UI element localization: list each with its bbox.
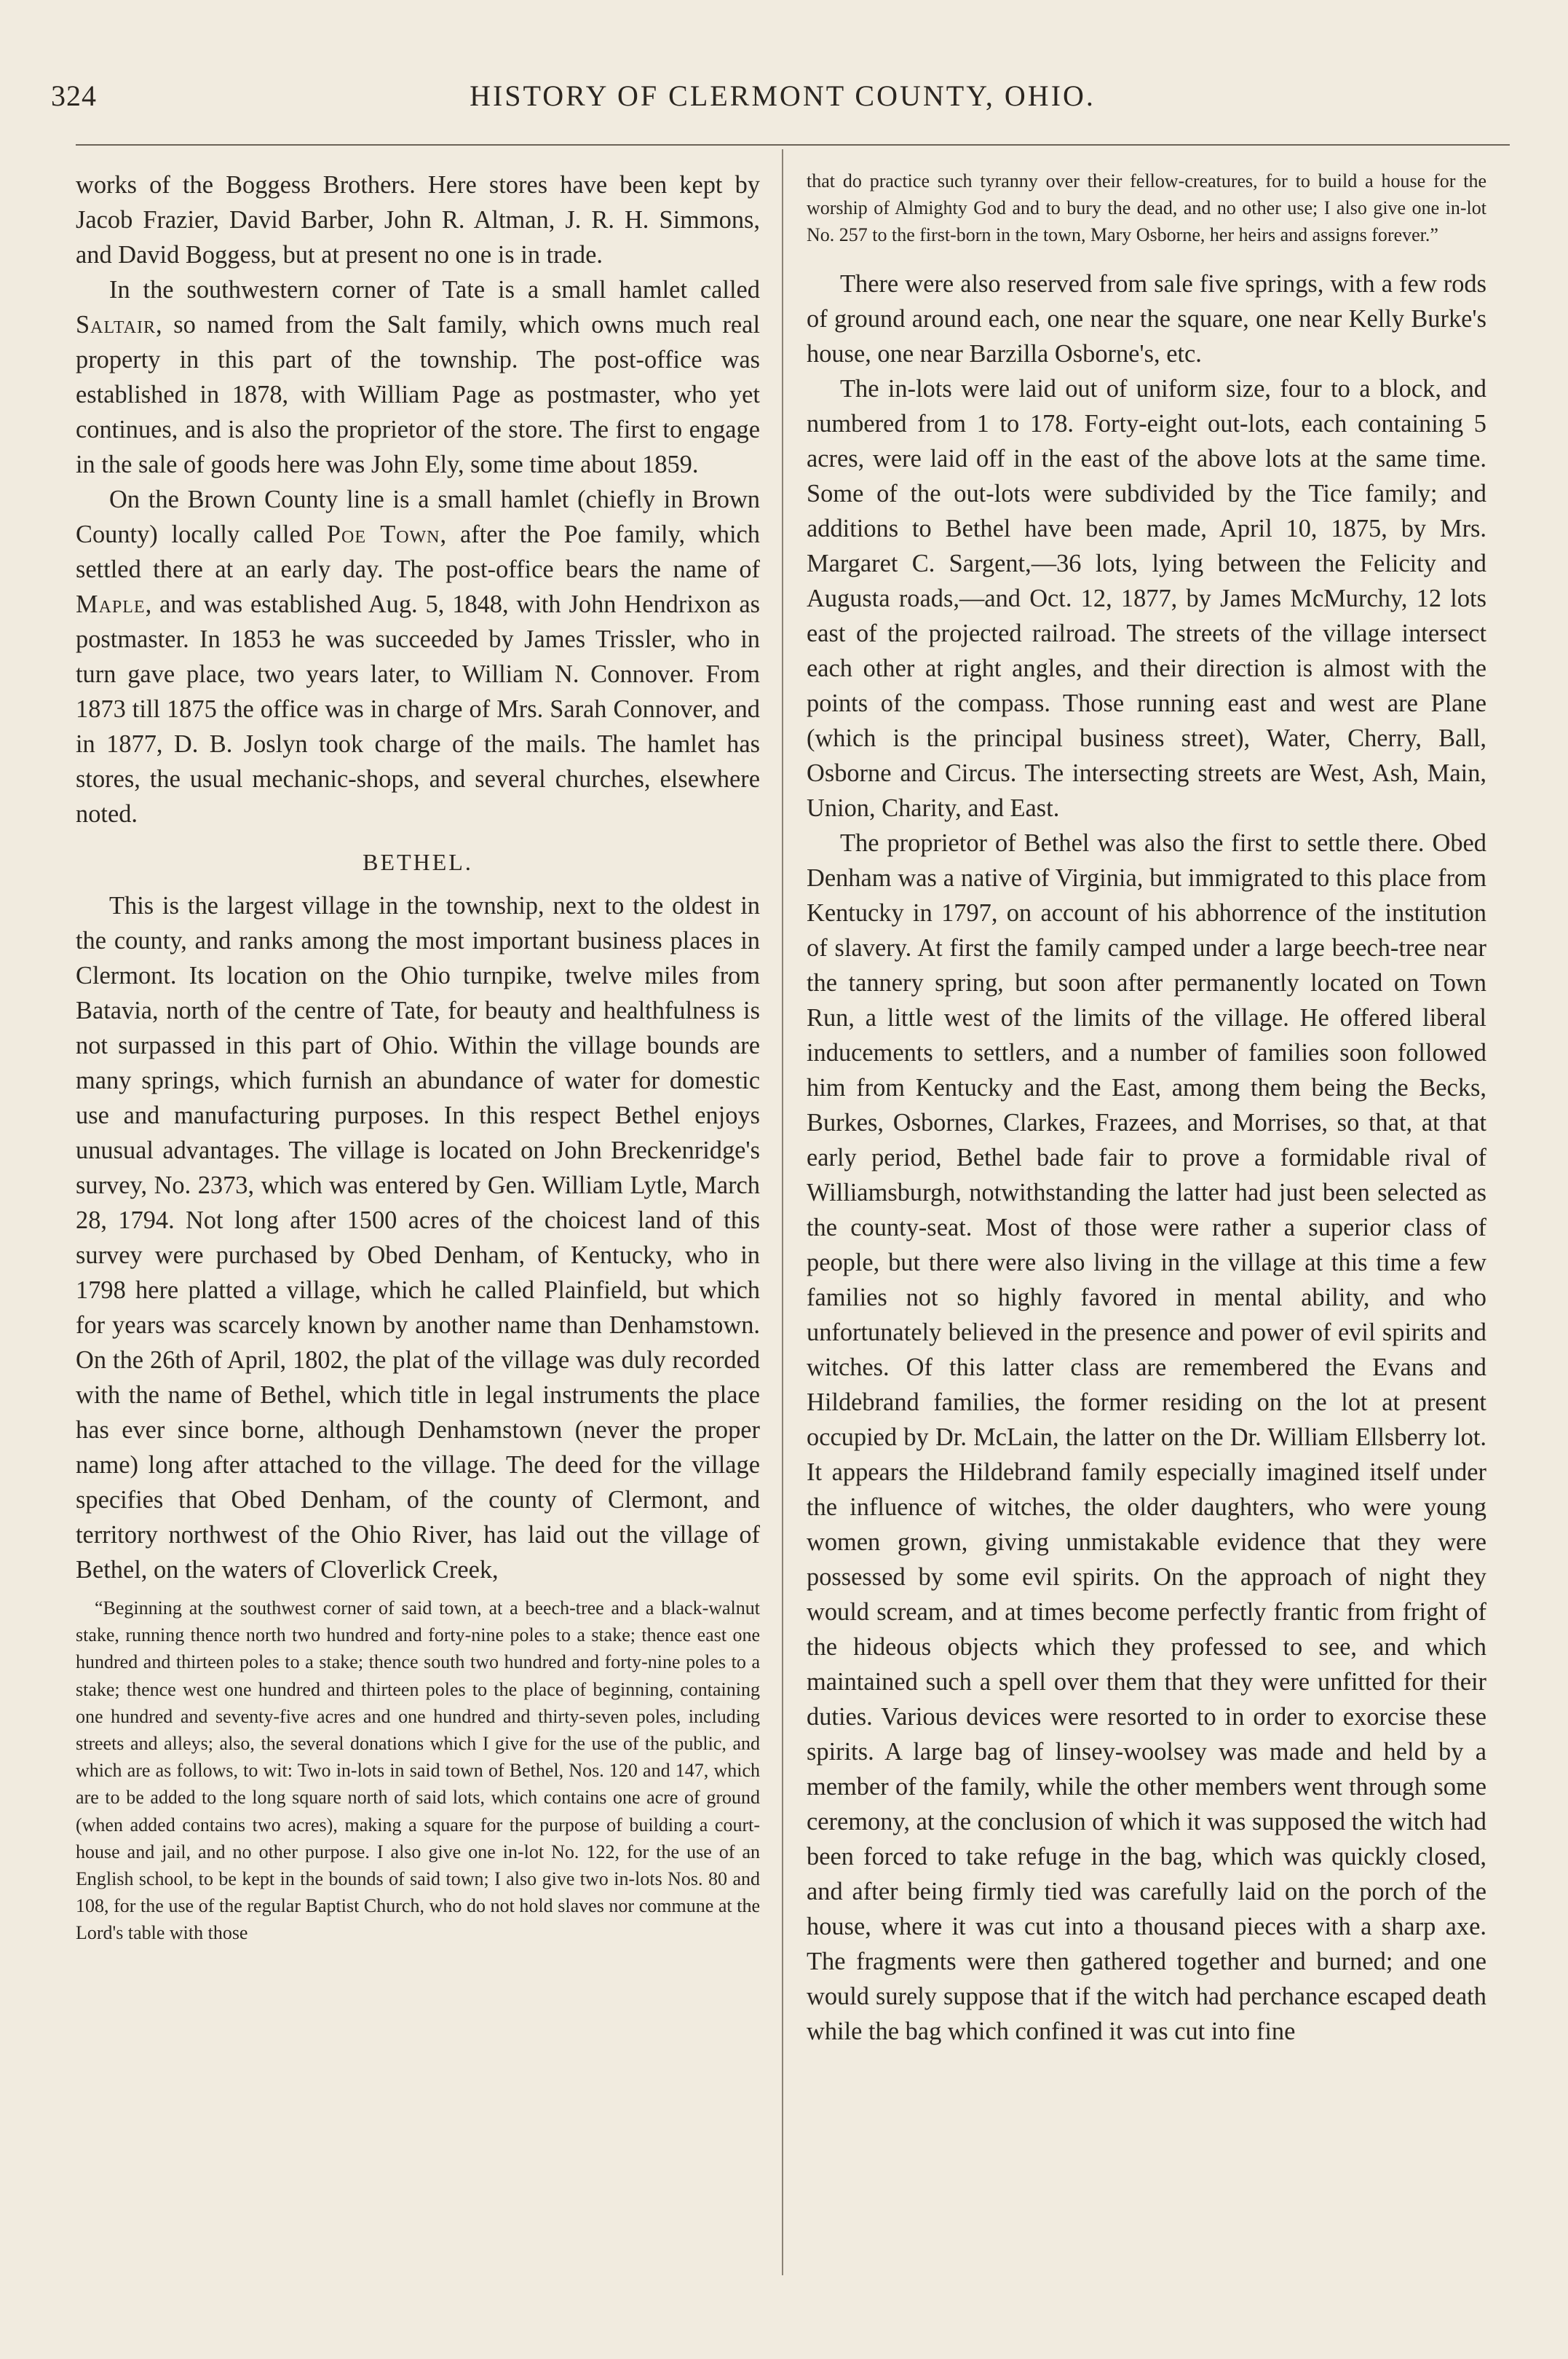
paragraph: There were also reserved from sale five springs, with a few rods of ground around each, one near the square, one near Kelly Burke's house, one near Barzilla Osborne's, etc.	[807, 269, 1486, 368]
deed-quote-continued: that do practice such tyranny over their fellow-creatures, for to build a house for the worship of Almighty God and to bury the dead, and no other use; I also give one in-lot No. 257 to the first-born in the town, Mary Osborne, her heirs and assigns forever.”	[807, 170, 1486, 246]
paragraph: The in-lots were laid out of uniform size, four to a block, and numbered from 1 to 178. Forty-eight out-lots, each containing 5 acres, were laid off in the east of the above lots at the same time. Some of the out-lots were subdivided by the Tice family; and additions to Bethel have been made, April 10, 1875, by Mrs. Margaret C. Sargent,—36 lots, lying between the Felicity and Augusta roads,—and Oct. 12, 1877, by James McMurchy, 12 lots east of the projected railroad. The streets of the village intersect each other at right angles, and their direction is almost with the points of the compass. Those running east and west are Plane (which is the principal business street), Water, Cherry, Ball, Osborne and Circus. The intersecting streets are West, Ash, Main, Union, Charity, and East.	[807, 374, 1486, 822]
section-heading: BETHEL.	[363, 849, 473, 875]
paragraph: works of the Boggess Brothers. Here stores have been kept by Jacob Frazier, David Barber, John R. Altman, J. R. H. Simmons, and David Boggess, but at present no one is in trade.	[76, 171, 760, 269]
text-run: In the southwestern corner of Tate is a small hamlet called	[109, 276, 760, 304]
column-divider	[782, 149, 783, 2275]
paragraph-saltair	[76, 272, 760, 482]
page-number: 324	[51, 79, 97, 112]
text-run: On the Brown County line is a small hamlet (chiefly in Brown County) locally called	[76, 486, 760, 548]
text-run: , so named from the Salt family, which owns much real property in this part of the township. The post-office was established in 1878, with William Page as postmaster, who yet continues, and is also the proprietor of the store. The first to engage in the sale of goods here was John Ely, some time about 1859.	[76, 311, 760, 478]
page-header	[51, 79, 1514, 122]
running-head: HISTORY OF CLERMONT COUNTY, OHIO.	[470, 79, 1096, 112]
place-name: Maple	[76, 590, 146, 618]
left-column	[76, 167, 760, 1947]
paragraph-poe-town	[76, 482, 760, 831]
paragraph-bethel: This is the largest village in the township, next to the oldest in the county, and ranks among the most important business places in Clermont. Its location on the Ohio turnpike, twelve miles from Batavia, north of the centre of Tate, for beauty and healthfulness is not surpassed in this part of Ohio. Within the village bounds are many springs, which furnish an abundance of water for domestic use and manufacturing purposes. In this respect Bethel enjoys unusual advantages. The village is located on John Breckenridge's survey, No. 2373, which was entered by Gen. William Lytle, March 28, 1794. Not long after 1500 acres of the choicest land of this survey were purchased by Obed Denham, of Kentucky, who in 1798 here platted a village, which he called Plainfield, but which for years was scarcely known by another name than Denhamstown. On the 26th of April, 1802, the plat of the village was duly recorded with the name of Bethel, which title in legal instruments the place has ever since borne, although Denhamstown (never the proper name) long after attached to the village. The deed for the village specifies that Obed Denham, of the county of Clermont, and territory northwest of the Ohio River, has laid out the village of Bethel, on the waters of Cloverlick Creek,	[76, 892, 760, 1584]
place-name: Poe Town	[326, 521, 440, 548]
text-run: , and was established Aug. 5, 1848, with John Hendrixon as postmaster. In 1853 he was succeeded by James Trissler, who in turn gave place, two years later, to William N. Connover. From 1873 till 1875 the office was in charge of Mrs. Sarah Connover, and in 1877, D. B. Joslyn took charge of the mails. The hamlet has stores, the usual mechanic-shops, and several churches, elsewhere noted.	[76, 590, 760, 828]
deed-quote: “Beginning at the southwest corner of said town, at a beech-tree and a black-walnut stake, running thence north two hundred and forty-nine poles to a stake; thence east one hundred and thirteen poles to a stake; thence south two hundred and forty-nine poles to a stake; thence west one hundred and thirteen poles to the place of beginning, containing one hundred and seventy-five acres and one hundred and thirty-seven poles, including streets and alleys; also, the several donations which I give for the use of the public, and which are as follows, to wit: Two in-lots in said town of Bethel, Nos. 120 and 147, which are to be added to the long square north of said lots, which contains one acre of ground (when added contains two acres), making a square for the purpose of building a court-house and jail, and no other purpose. I also give one in-lot No. 122, for the use of an English school, to be kept in the bounds of said town; I also give two in-lots Nos. 80 and 108, for the use of the regular Baptist Church, who do not hold slaves nor commune at the Lord's table with those	[76, 1597, 760, 1944]
header-rule	[76, 144, 1510, 146]
paragraph: The proprietor of Bethel was also the first to settle there. Obed Denham was a native of Virginia, but immigrated to this place from Kentucky in 1797, on account of his abhorrence of the institution of slavery. At first the family camped under a large beech-tree near the tannery spring, but soon after permanently located on Town Run, a little west of the limits of the village. He offered liberal inducements to settlers, and a number of families soon followed him from Kentucky and the East, among them being the Becks, Burkes, Osbornes, Clarkes, Frazees, and Morrises, so that, at that early period, Bethel bade fair to prove a formidable rival of Williamsburgh, notwithstanding the latter had just been selected as the county-seat. Most of those were rather a superior class of people, but there were also living in the village at this time a few families not so highly favored in mental ability, and who unfortunately believed in the presence and power of evil spirits and witches. Of this latter class are remembered the Evans and Hildebrand families, the former residing on the lot at present occupied by Dr. McLain, the latter on the Dr. William Ellsberry lot. It appears the Hildebrand family especially imagined itself under the influence of witches, the older daughters, who were young women grown, giving unmistakable evidence that they were possessed by some evil spirits. On the approach of night they would scream, and at times become perfectly frantic from fright of the hideous objects which they professed to see, and which maintained such a spell over them that they were unfitted for their duties. Various devices were resorted to in order to exorcise these spirits. A large bag of linsey-woolsey was made and held by a member of the family, while the other members went through some ceremony, at the conclusion of which it was supposed the witch had been forced to take refuge in the bag, which was quickly closed, and after being firmly tied was carefully laid on the porch of the house, where it was cut into a thousand pieces with a sharp axe. The fragments were then gathered together and burned; and one would surely suppose that if the witch had perchance escaped death while the bag which confined it was cut into fine	[807, 829, 1486, 2045]
right-column	[807, 167, 1486, 2049]
text-run: , after the Poe family, which settled there at an early day. The post-office bears the name of	[76, 521, 761, 583]
place-name: Saltair	[76, 311, 156, 339]
